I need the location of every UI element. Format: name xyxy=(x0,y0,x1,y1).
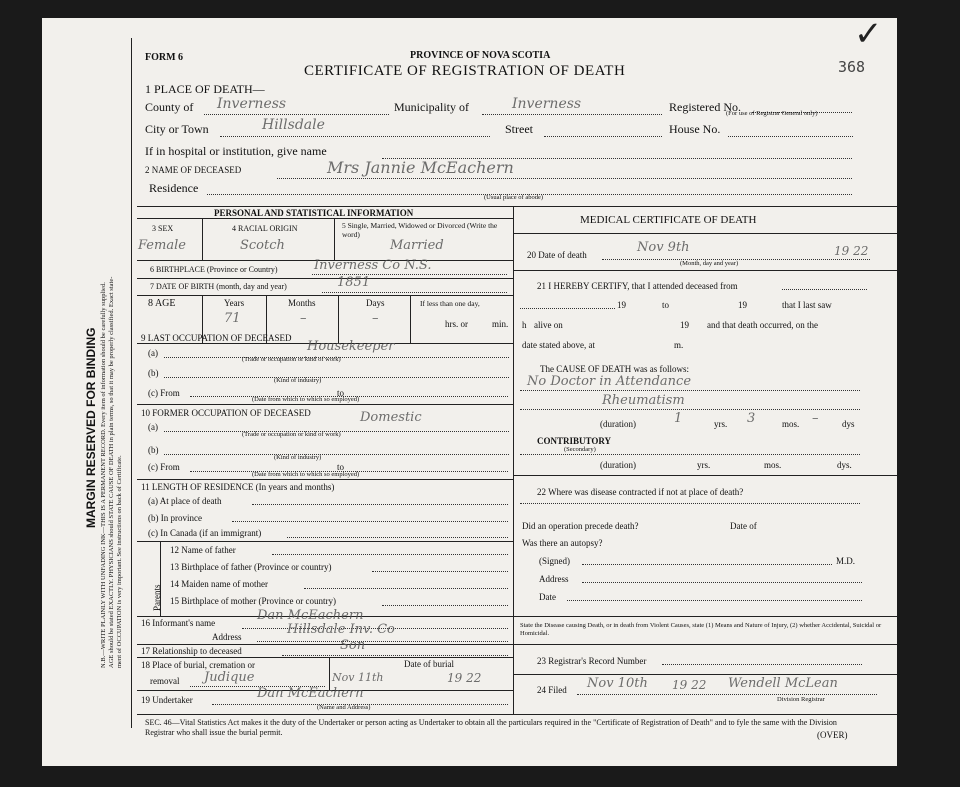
former-industry-note: (Kind of industry) xyxy=(274,454,322,461)
city-value: Hillsdale xyxy=(262,117,325,133)
former-trade-note: (Trade or occupation or kind of work) xyxy=(242,431,341,438)
municipality-value: Inverness xyxy=(512,96,582,112)
residence-b: (b) In province xyxy=(148,513,202,523)
residence-length-heading: 11 LENGTH OF RESIDENCE (In years and months) xyxy=(141,482,335,492)
registrar-record-label: 23 Registrar's Record Number xyxy=(537,656,647,666)
division-registrar-note: Division Registrar xyxy=(777,696,825,703)
date-of-burial-value: Nov 11th xyxy=(332,671,384,684)
residence-a: (a) At place of death xyxy=(148,496,222,506)
racial-label: 4 RACIAL ORIGIN xyxy=(232,224,298,233)
father-birthplace-label: 13 Birthplace of father (Province or country) xyxy=(170,562,332,572)
hospital-label: If in hospital or institution, give name xyxy=(145,144,327,158)
former-c-from: (c) From xyxy=(148,462,180,472)
h-label: h xyxy=(522,320,527,330)
operation-date-label: Date of xyxy=(730,521,757,531)
age-days-value: – xyxy=(372,311,379,326)
municipality-label: Municipality of xyxy=(394,100,469,114)
years-label: Years xyxy=(224,298,245,308)
racial-value: Scotch xyxy=(240,238,285,253)
former-occupation-value: Domestic xyxy=(360,410,422,425)
filed-label: 24 Filed xyxy=(537,685,567,695)
house-label: House No. xyxy=(669,122,721,136)
province-heading: PROVINCE OF NOVA SCOTIA xyxy=(410,50,551,61)
place-heading: 1 PLACE OF DEATH— xyxy=(145,82,265,96)
disease-contracted-label: 22 Where was disease contracted if not at place of death? xyxy=(537,487,744,497)
medical-date-label: Date xyxy=(539,592,556,602)
personal-heading: PERSONAL AND STATISTICAL INFORMATION xyxy=(214,208,414,218)
last-occupation-value: Housekeeper xyxy=(307,339,395,354)
county-label: County of xyxy=(145,100,194,114)
former-date-note: (Date from which to which so employed) xyxy=(252,471,360,478)
cause-label: The CAUSE OF DEATH was as follows: xyxy=(540,364,689,374)
form-number: FORM 6 xyxy=(145,52,184,63)
signed-label: (Signed) xyxy=(539,556,570,566)
undertaker-value: Dan McEachern xyxy=(257,686,364,701)
former-to: to xyxy=(337,462,345,472)
certify-last-saw: that I last saw xyxy=(782,300,832,310)
over-label: (OVER) xyxy=(817,730,848,740)
hrs-label: hrs. or xyxy=(445,319,468,329)
duration-dys-label: dys xyxy=(842,419,855,429)
date-of-death-label: 20 Date of death xyxy=(527,250,587,260)
m-label: m. xyxy=(674,340,684,350)
former-b: (b) xyxy=(148,445,159,455)
birthplace-label: 6 BIRTHPLACE (Province or Country) xyxy=(150,265,278,274)
deceased-name-value: Mrs Jannie McEachern xyxy=(327,158,514,177)
contrib-dys-label: dys. xyxy=(837,460,852,470)
residence-c: (c) In Canada (if an immigrant) xyxy=(148,528,262,538)
date-of-burial-year: 19 22 xyxy=(447,671,482,685)
secondary-note: (Secondary) xyxy=(564,446,596,453)
undertaker-note: (Name and Address) xyxy=(317,704,371,711)
duration-yrs-value: 1 xyxy=(674,411,683,426)
months-label: Months xyxy=(288,298,316,308)
marital-label: 5 Single, Married, Widowed or Divorced (Write the word) xyxy=(342,221,498,239)
contrib-yrs-label: yrs. xyxy=(697,460,711,470)
dob-label: 7 DATE OF BIRTH (month, day and year) xyxy=(150,282,287,291)
occurred-label: and that death occurred, on the xyxy=(707,320,818,330)
duration-dys-value: – xyxy=(812,411,819,426)
margin-note-3: ment of OCCUPATION is very important. See instructions on back of Certificate. xyxy=(116,455,123,668)
min-label: min. xyxy=(492,319,509,329)
parents-side-label: Parents xyxy=(152,584,162,611)
division-registrar-signature: Wendell McLean xyxy=(728,676,838,691)
burial-label-1: 18 Place of burial, cremation or xyxy=(141,660,255,670)
certificate-title: CERTIFICATE OF REGISTRATION OF DEATH xyxy=(304,63,626,79)
last-occupation-heading: 9 LAST OCCUPATION OF DECEASED xyxy=(141,333,292,343)
relationship-value: Son xyxy=(340,638,366,653)
check-mark: ✓ xyxy=(854,16,883,53)
operation-label: Did an operation precede death? xyxy=(522,521,639,531)
violent-causes-note: State the Disease causing Death, or in death from Violent Causes, state (1) Means and Nature of Injury, (2) whether Accidental, Suicidal or Homicidal. xyxy=(520,622,882,637)
mother-maiden-label: 14 Maiden name of mother xyxy=(170,579,268,589)
informant-address-label: Address xyxy=(212,632,242,642)
filed-year-value: 19 22 xyxy=(672,678,707,692)
less-than-day-label: If less than one day, xyxy=(420,299,480,308)
informant-name-value: Dan McEachern xyxy=(257,608,364,623)
duration-yrs-label: yrs. xyxy=(714,419,728,429)
contributory-label: CONTRIBUTORY xyxy=(537,436,612,446)
margin-binding-label: MARGIN RESERVED FOR BINDING xyxy=(84,327,98,528)
registered-note: (For use of Registrar General only) xyxy=(726,110,818,117)
certify-19b: 19 xyxy=(738,300,747,310)
marital-value: Married xyxy=(390,238,444,253)
burial-label-2: removal xyxy=(150,676,180,686)
occ-date-note: (Date from which to which so employed) xyxy=(252,396,360,403)
informant-address-value: Hillsdale Inv. Co xyxy=(287,622,395,637)
occ-to: to xyxy=(337,388,345,398)
undertaker-label: 19 Undertaker xyxy=(141,695,193,705)
informant-label: 16 Informant's name xyxy=(141,618,216,628)
former-a: (a) xyxy=(148,422,158,432)
mother-birthplace-label: 15 Birthplace of mother (Province or country) xyxy=(170,596,336,606)
former-occupation-heading: 10 FORMER OCCUPATION OF DECEASED xyxy=(141,408,311,418)
duration-mos-value: 3 xyxy=(747,411,756,426)
occ-industry-note: (Kind of industry) xyxy=(274,377,322,384)
occ-c-from: (c) From xyxy=(148,388,180,398)
certify-label: 21 I HEREBY CERTIFY, that I attended deceased from xyxy=(537,281,738,291)
occ-trade-note: (Trade or occupation or kind of work) xyxy=(242,356,341,363)
duration-label: (duration) xyxy=(600,419,636,429)
birthplace-value: Inverness Co N.S. xyxy=(314,258,432,273)
alive-19: 19 xyxy=(680,320,689,330)
sex-label: 3 SEX xyxy=(152,224,174,233)
relationship-label: 17 Relationship to deceased xyxy=(141,646,242,656)
md-label: M.D. xyxy=(836,556,856,566)
date-of-death-year: 19 22 xyxy=(834,244,869,258)
county-value: Inverness xyxy=(217,96,287,112)
sec46-note: SEC. 46—Vital Statistics Act makes it the duty of the Undertaker or person acting as Undertaker to obtain all the particulars required in the "Certificate of Registration of Death" and to fyle the same with the Division Registrar who shall issue the burial permit. xyxy=(145,718,837,737)
city-label: City or Town xyxy=(145,122,209,136)
death-certificate xyxy=(42,18,897,766)
medical-heading: MEDICAL CERTIFICATE OF DEATH xyxy=(580,214,757,226)
residence-label: Residence xyxy=(149,181,199,195)
age-months-value: – xyxy=(300,311,307,326)
medical-address-label: Address xyxy=(539,574,569,584)
age-label: 8 AGE xyxy=(148,298,176,309)
date-of-death-note: (Month, day and year) xyxy=(680,260,739,267)
margin-note-1: N.B.—WRITE PLAINLY WITH UNFADING INK—THIS IS A PERMANENT RECORD. Every item of information should be carefully supplied. xyxy=(100,282,107,668)
margin-note-2: AGE should be stated EXACTLY. PHYSICIANS should STATE CAUSE OF DEATH in plain terms, so that it may be properly classified. Exact state- xyxy=(108,276,115,668)
contrib-duration-label: (duration) xyxy=(600,460,636,470)
street-label: Street xyxy=(505,122,533,136)
alive-on-label: alive on xyxy=(534,320,563,330)
cause-value-2: Rheumatism xyxy=(602,393,685,408)
days-label: Days xyxy=(366,298,385,308)
registered-label: Registered No. xyxy=(669,100,741,114)
contrib-mos-label: mos. xyxy=(764,460,782,470)
occ-a: (a) xyxy=(148,348,158,358)
filed-date-value: Nov 10th xyxy=(587,676,648,691)
name-label: 2 NAME OF DECEASED xyxy=(145,165,242,175)
occ-b: (b) xyxy=(148,368,159,378)
duration-mos-label: mos. xyxy=(782,419,800,429)
certify-19a: 19 xyxy=(617,300,626,310)
page-number: 368 xyxy=(838,58,866,76)
certify-to: to xyxy=(662,300,670,310)
burial-place-value: Judique xyxy=(204,670,255,685)
residence-note: (Usual place of abode) xyxy=(484,194,544,201)
father-name-label: 12 Name of father xyxy=(170,545,236,555)
date-of-death-value: Nov 9th xyxy=(637,240,690,255)
dob-value: 1851 xyxy=(337,275,371,290)
age-years-value: 71 xyxy=(224,311,241,326)
cause-value-1: No Doctor in Attendance xyxy=(527,374,692,389)
autopsy-label: Was there an autopsy? xyxy=(522,538,603,548)
date-stated-label: date stated above, at xyxy=(522,340,595,350)
date-of-burial-label: Date of burial xyxy=(404,659,454,669)
sex-value: Female xyxy=(138,238,186,253)
